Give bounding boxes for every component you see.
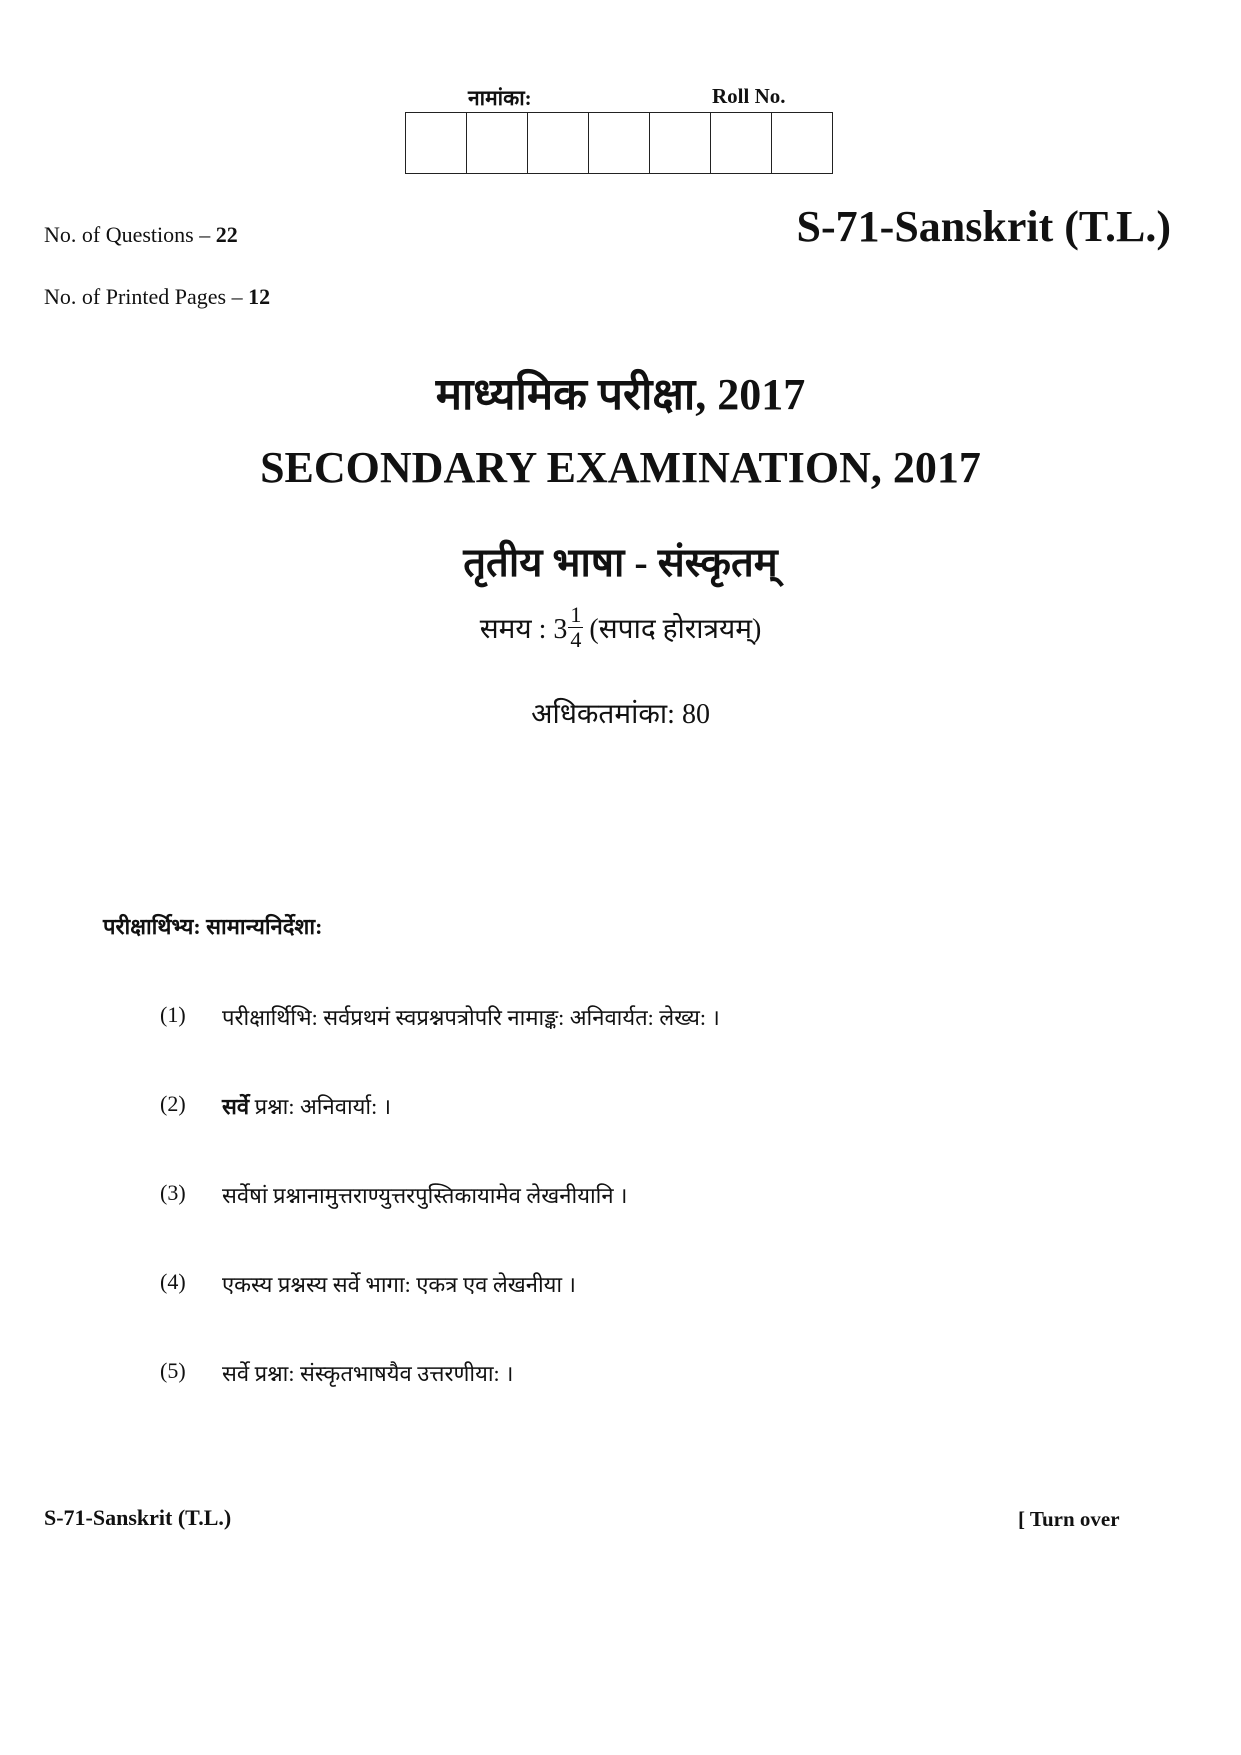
- questions-count: [44, 222, 238, 248]
- instruction-number: (3): [160, 1180, 186, 1205]
- exam-title-english: SECONDARY EXAMINATION, 2017: [260, 443, 981, 492]
- roll-digit-box[interactable]: [772, 112, 833, 174]
- instructions-heading: परीक्षार्थिभ्य: सामान्यनिर्देशा:: [103, 914, 323, 939]
- pages-value: 12: [248, 284, 271, 309]
- instruction-item: [160, 1180, 627, 1210]
- marks-label: अधिकतमांका:: [531, 699, 675, 730]
- roll-number-boxes: [405, 112, 833, 174]
- turn-over-note: [ Turn over: [1018, 1507, 1120, 1531]
- fraction-numerator: 1: [570, 602, 582, 627]
- exam-title-hindi: माध्यमिक परीक्षा, 2017: [435, 370, 806, 419]
- roll-digit-box[interactable]: [528, 112, 589, 174]
- questions-label: No. of Questions –: [44, 222, 211, 247]
- instruction-text: एकस्य प्रश्नस्य सर्वे भागा: एकत्र एव लेखनीया ।: [222, 1272, 576, 1297]
- instruction-text: सर्वेषां प्रश्नानामुत्तराण्युत्तरपुस्तिकायामेव लेखनीयानि ।: [222, 1183, 628, 1208]
- time-allowed: [0, 602, 1241, 655]
- instruction-text: परीक्षार्थिभि: सर्वप्रथमं स्वप्रश्नपत्रोपरि नामाङ्क: अनिवार्यत: लेख्य: ।: [222, 1005, 720, 1030]
- instruction-item: [160, 1358, 514, 1388]
- instruction-text: सर्वे प्रश्ना: अनिवार्या: ।: [222, 1094, 392, 1119]
- roll-label-english: Roll No.: [712, 84, 786, 108]
- time-label: समय :: [479, 613, 547, 645]
- instruction-number: (2): [160, 1091, 186, 1116]
- fraction-denominator: 4: [570, 627, 582, 652]
- pages-label: No. of Printed Pages –: [44, 284, 243, 309]
- instruction-item: [160, 1002, 720, 1032]
- roll-digit-box[interactable]: [650, 112, 711, 174]
- time-fraction: [568, 604, 583, 651]
- instruction-number: (1): [160, 1002, 186, 1027]
- marks-value: 80: [681, 699, 710, 730]
- roll-digit-box[interactable]: [589, 112, 650, 174]
- roll-digit-box[interactable]: [406, 112, 467, 174]
- pages-count: [44, 284, 270, 310]
- roll-label-hindi: नामांका:: [468, 86, 532, 110]
- time-text: (सपाद होरात्रयम्): [589, 613, 762, 645]
- footer-paper-code: S-71-Sanskrit (T.L.): [44, 1505, 232, 1530]
- instruction-item: [160, 1269, 576, 1299]
- questions-value: 22: [215, 222, 238, 247]
- instruction-text: सर्वे प्रश्ना: संस्कृतभाषयैव उत्तरणीया: ।: [222, 1361, 514, 1386]
- instruction-number: (4): [160, 1269, 186, 1294]
- instruction-item: [160, 1091, 391, 1121]
- paper-code: S-71-Sanskrit (T.L.): [796, 202, 1171, 251]
- subject-title: तृतीय भाषा - संस्कृतम्: [463, 540, 778, 585]
- max-marks: [0, 694, 1241, 732]
- roll-digit-box[interactable]: [711, 112, 772, 174]
- time-whole: 3: [553, 613, 568, 645]
- instruction-number: (5): [160, 1358, 186, 1383]
- roll-digit-box[interactable]: [467, 112, 528, 174]
